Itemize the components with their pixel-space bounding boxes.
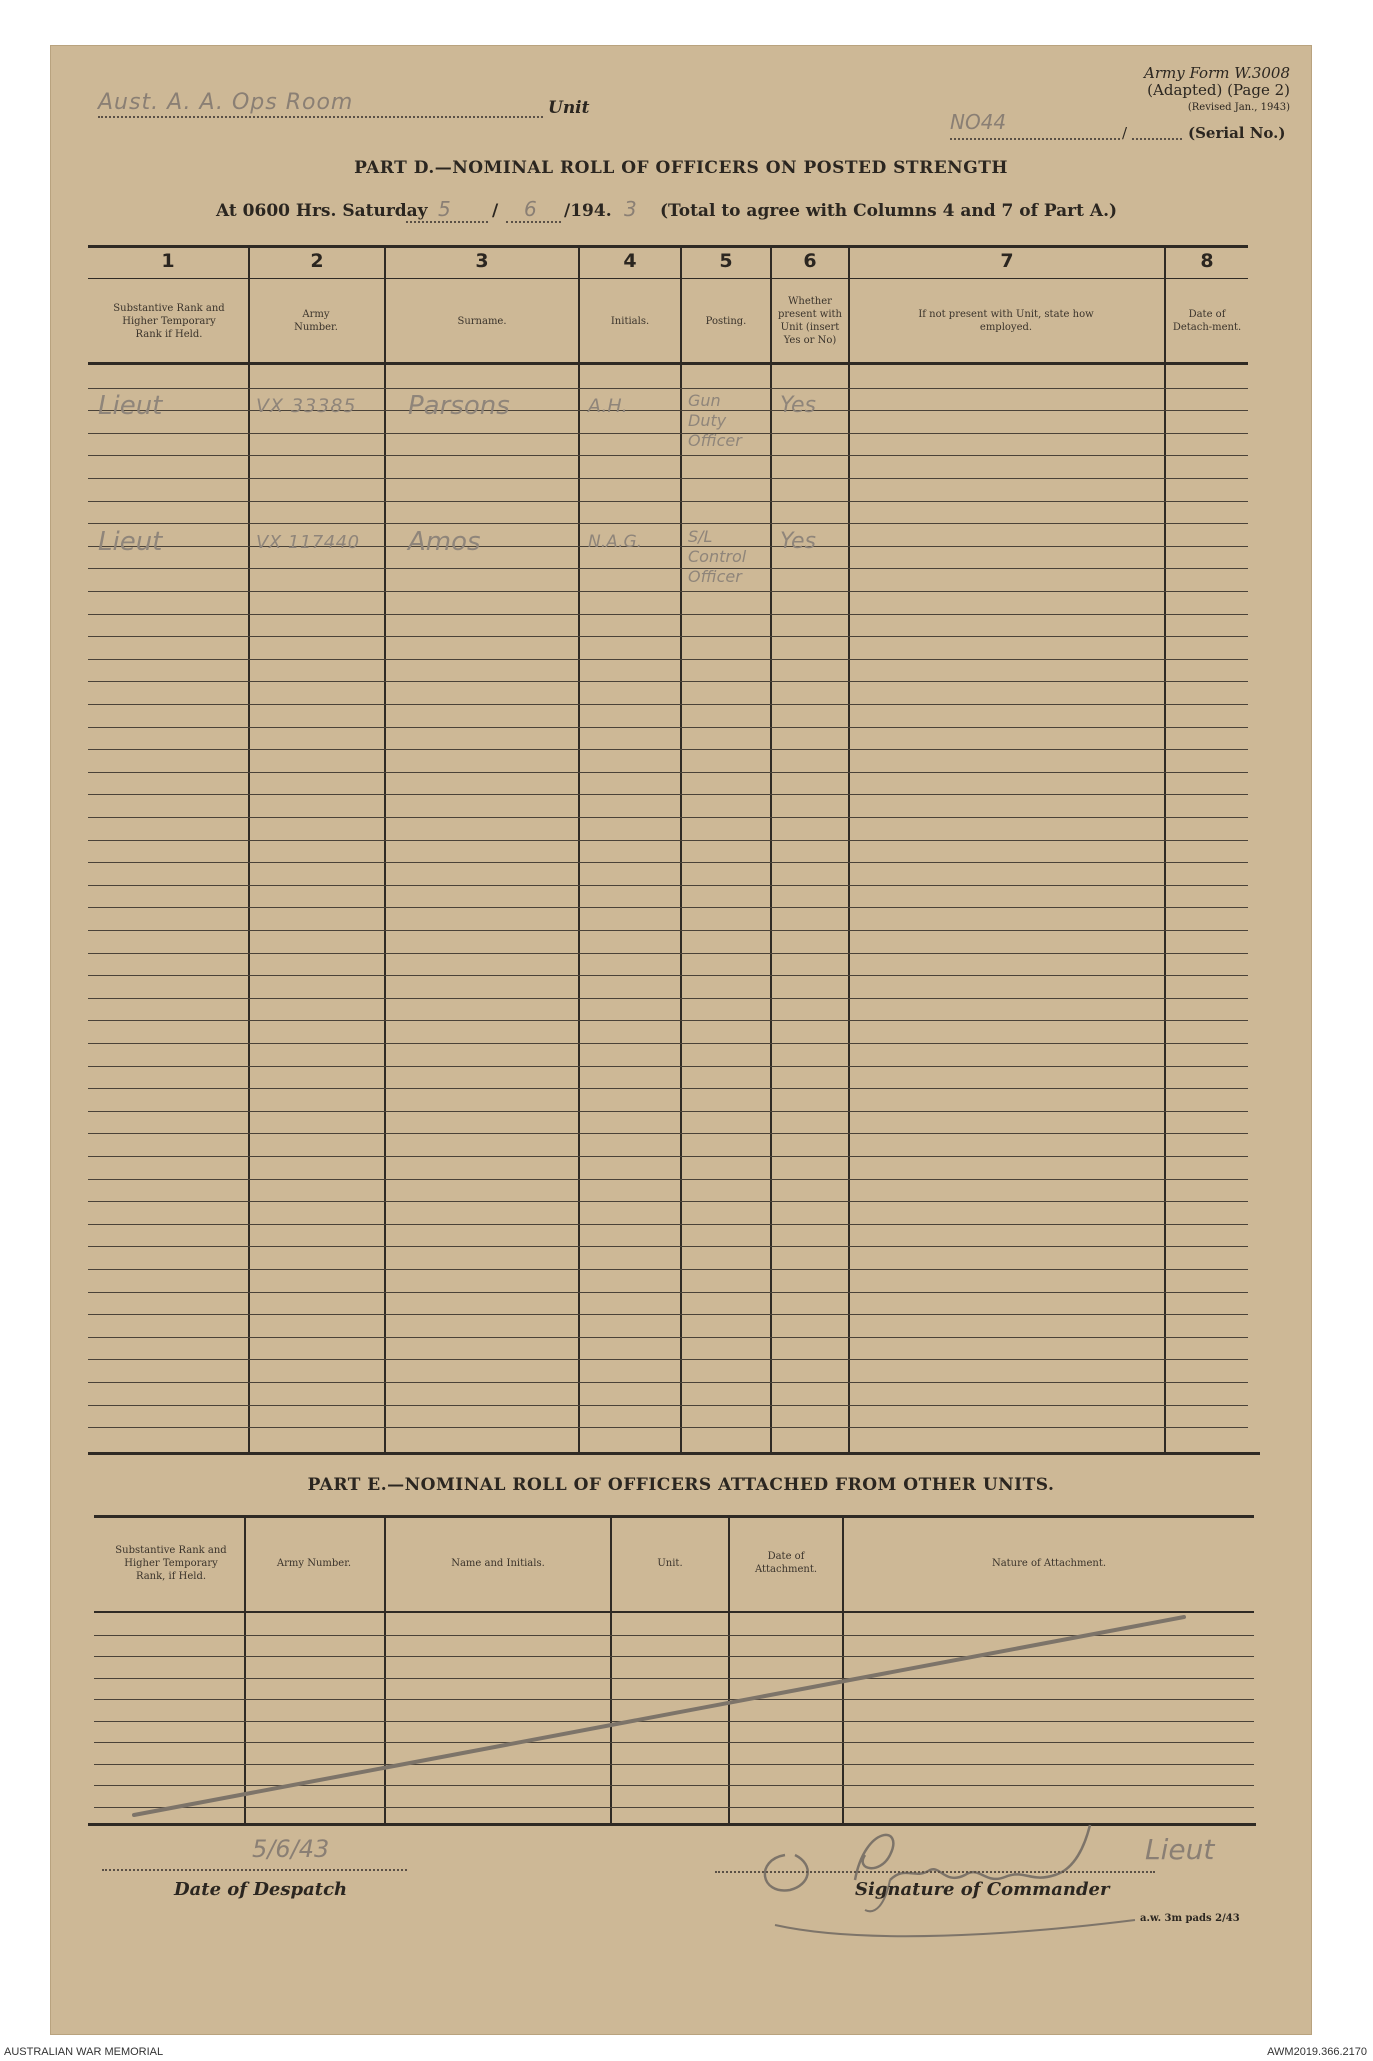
signature-rank: Lieut bbox=[1145, 1833, 1215, 1866]
row-rule bbox=[88, 840, 1248, 841]
date-slash: / bbox=[492, 201, 499, 221]
archive-label-left: AUSTRALIAN WAR MEMORIAL bbox=[4, 2046, 164, 2058]
row-rule bbox=[88, 749, 1248, 750]
col-divider bbox=[384, 245, 386, 1452]
header-army-number: Army Number. bbox=[276, 1557, 352, 1569]
header-rank: Substantive Rank and Higher Temporary Rank if Held. bbox=[113, 302, 225, 340]
row-rule bbox=[88, 614, 1248, 615]
entry-2-present: Yes bbox=[780, 529, 817, 554]
part-e-table bbox=[94, 1515, 1254, 1827]
row-rule bbox=[88, 1111, 1248, 1112]
header-rule bbox=[88, 362, 1248, 365]
entry-2-rank: Lieut bbox=[98, 527, 163, 557]
serial-label: (Serial No.) bbox=[1188, 124, 1286, 142]
row-rule bbox=[88, 1382, 1248, 1383]
row-rule bbox=[88, 953, 1248, 954]
row-rule bbox=[88, 1043, 1248, 1044]
row-rule bbox=[88, 1179, 1248, 1180]
row-rule bbox=[88, 455, 1248, 456]
serial-dotted-line bbox=[950, 138, 1120, 140]
row-rule bbox=[88, 1427, 1248, 1428]
row-rule bbox=[88, 568, 1248, 569]
row-rule bbox=[88, 727, 1248, 728]
col-number-3: 3 bbox=[475, 250, 489, 272]
row-rule bbox=[88, 501, 1248, 502]
row-rule bbox=[88, 1359, 1248, 1360]
row-rule bbox=[88, 1246, 1248, 1247]
row-rule bbox=[88, 388, 1248, 389]
unit-label: Unit bbox=[548, 98, 590, 118]
header-date-attachment: Date of Attachment. bbox=[754, 1551, 818, 1575]
print-code: a.w. 3m pads 2/43 bbox=[1140, 1913, 1240, 1924]
row-rule bbox=[88, 794, 1248, 795]
date-day: 5 bbox=[438, 197, 451, 221]
form-adapted: (Adapted) (Page 2) bbox=[1147, 81, 1290, 99]
header-nature-attachment: Nature of Attachment. bbox=[991, 1557, 1107, 1569]
row-rule bbox=[88, 975, 1248, 976]
entry-2-army-number: VX 117440 bbox=[256, 532, 360, 553]
entry-1-rank: Lieut bbox=[98, 391, 163, 421]
year-digit: 3 bbox=[624, 197, 637, 221]
unit-value: Aust. A. A. Ops Room bbox=[98, 90, 354, 115]
at-suffix: (Total to agree with Columns 4 and 7 of Part A.) bbox=[660, 201, 1118, 221]
row-rule bbox=[88, 1020, 1248, 1021]
entry-2-initials: N.A.G. bbox=[588, 532, 643, 552]
row-rule bbox=[88, 772, 1248, 773]
table-bottom-rule bbox=[88, 1452, 1260, 1455]
entry-1-army-number: VX 33385 bbox=[256, 395, 357, 417]
serial-field bbox=[950, 110, 1290, 150]
part-e-title: PART E.—NOMINAL ROLL OF OFFICERS ATTACHED FROM OTHER UNITS. bbox=[307, 1475, 1055, 1495]
despatch-field bbox=[102, 1835, 432, 1915]
serial-dotted-line-2 bbox=[1132, 138, 1182, 140]
col-divider bbox=[578, 245, 580, 1452]
row-rule bbox=[88, 523, 1248, 524]
row-rule bbox=[88, 681, 1248, 682]
row-rule bbox=[88, 930, 1248, 931]
signature-label: Signature of Commander bbox=[855, 1879, 1110, 1900]
table-top-rule bbox=[88, 245, 1248, 248]
row-rule bbox=[88, 885, 1248, 886]
entry-1-initials: A.H. bbox=[588, 395, 628, 417]
row-rule bbox=[88, 591, 1248, 592]
col-number-7: 7 bbox=[1000, 250, 1014, 272]
row-rule bbox=[88, 1066, 1248, 1067]
part-d-title: PART D.—NOMINAL ROLL OF OFFICERS ON POSTED STRENGTH bbox=[354, 158, 1008, 178]
header-name-initials: Name and Initials. bbox=[451, 1557, 545, 1569]
row-rule bbox=[88, 636, 1248, 637]
row-rule bbox=[88, 1224, 1248, 1225]
row-rule bbox=[88, 1088, 1248, 1089]
row-rule bbox=[88, 817, 1248, 818]
unit-dotted-line bbox=[98, 116, 543, 118]
entry-2-posting: S/L Control Officer bbox=[688, 527, 747, 586]
archive-label-right: AWM2019.366.2170 bbox=[1267, 2046, 1367, 2058]
row-rule bbox=[88, 433, 1248, 434]
row-rule bbox=[88, 1133, 1248, 1134]
row-rule bbox=[88, 1337, 1248, 1338]
date-day-dots bbox=[406, 221, 488, 223]
row-rule bbox=[88, 862, 1248, 863]
header-not-present: If not present with Unit, state how employed. bbox=[918, 309, 1094, 333]
row-rule bbox=[88, 1314, 1248, 1315]
col-divider bbox=[248, 245, 250, 1452]
col-divider bbox=[1164, 245, 1166, 1452]
col-divider bbox=[680, 245, 682, 1452]
entry-1-present: Yes bbox=[780, 393, 817, 418]
col-number-6: 6 bbox=[803, 250, 817, 272]
row-rule bbox=[88, 704, 1248, 705]
form-sheet bbox=[50, 45, 1312, 2035]
despatch-dotted-line bbox=[102, 1869, 407, 1871]
header-posting: Posting. bbox=[705, 315, 747, 327]
year-prefix: /194. bbox=[564, 201, 612, 221]
row-rule bbox=[88, 907, 1248, 908]
col-number-1: 1 bbox=[161, 250, 175, 272]
unit-field bbox=[98, 90, 598, 120]
form-number: Army Form W.3008 bbox=[1144, 64, 1290, 82]
part-d-table bbox=[88, 245, 1248, 1455]
row-rule bbox=[88, 998, 1248, 999]
row-rule bbox=[88, 659, 1248, 660]
date-month-dots bbox=[506, 221, 561, 223]
header-unit: Unit. bbox=[657, 1557, 683, 1569]
header-army-number: Army Number. bbox=[294, 309, 338, 333]
despatch-label: Date of Despatch bbox=[174, 1879, 348, 1900]
signature-dotted-line bbox=[715, 1871, 1155, 1873]
colnum-rule bbox=[88, 278, 1248, 279]
form-identifier bbox=[1050, 65, 1290, 116]
col-number-8: 8 bbox=[1200, 250, 1214, 272]
entry-1-surname: Parsons bbox=[408, 391, 510, 421]
signature-field bbox=[715, 1785, 1315, 1965]
header-detachment: Date of Detach-ment. bbox=[1172, 309, 1242, 333]
col-number-2: 2 bbox=[310, 250, 324, 272]
row-rule bbox=[88, 1292, 1248, 1293]
col-divider bbox=[770, 245, 772, 1452]
row-rule bbox=[88, 1269, 1248, 1270]
date-month: 6 bbox=[524, 197, 537, 221]
form-revised: (Revised Jan., 1943) bbox=[1187, 102, 1290, 113]
entry-1-posting: Gun Duty Officer bbox=[688, 391, 742, 450]
header-rank: Substantive Rank and Higher Temporary Rank, if Held. bbox=[115, 1544, 227, 1582]
row-rule bbox=[88, 1201, 1248, 1202]
header-surname: Surname. bbox=[457, 315, 507, 327]
entry-2-surname: Amos bbox=[408, 527, 481, 557]
row-rule bbox=[88, 1405, 1248, 1406]
serial-value: NO44 bbox=[950, 110, 1007, 134]
despatch-date-value: 5/6/43 bbox=[252, 1835, 330, 1863]
col-divider bbox=[848, 245, 850, 1452]
serial-slash: / bbox=[1122, 124, 1128, 142]
header-present: Whether present with Unit (insert Yes or No) bbox=[777, 296, 842, 346]
part-d-date-line bbox=[216, 197, 1216, 227]
header-initials: Initials. bbox=[610, 315, 650, 327]
col-number-5: 5 bbox=[719, 250, 733, 272]
at-prefix: At 0600 Hrs. Saturday bbox=[216, 201, 428, 221]
col-number-4: 4 bbox=[623, 250, 637, 272]
row-rule bbox=[88, 478, 1248, 479]
cancellation-stroke bbox=[94, 1515, 1254, 1827]
row-rule bbox=[88, 1156, 1248, 1157]
